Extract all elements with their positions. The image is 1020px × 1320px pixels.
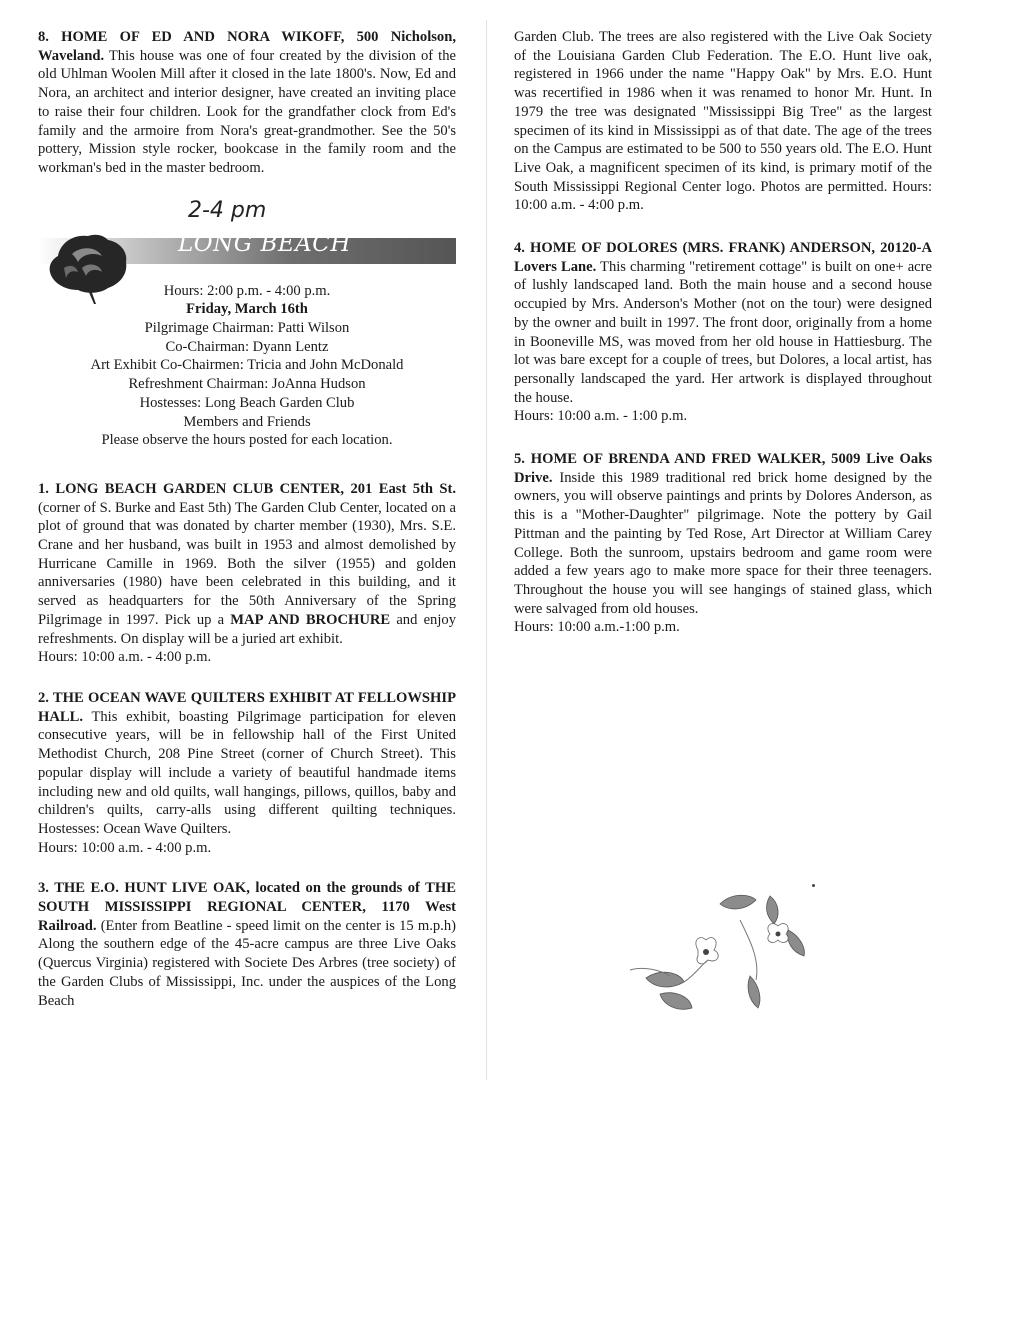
entry-5-body: Inside this 1989 traditional red brick home designed by the owners, you will observe paintings and prints by Dolores Anderson, as this is a "Mother-Daughter" pilgrimage. Note the pottery by Gail Pittman and the painting by Ted Rose, Art Director at William Carey College. Both the sunroom, upstairs bedroom and game room were added a few years ago to make more space for their three teenagers. Throughout the house you will see hangings of stained glass, which were salvaged from old houses. (514, 469, 932, 617)
entry-4 (514, 239, 932, 426)
right-column (514, 28, 932, 659)
entry-2 (38, 689, 456, 857)
entry-1-body: (corner of S. Burke and East 5th) The Garden Club Center, located on a plot of ground that was donated by charter member (1930), Mrs. S.E. Crane and her husband, was built in 1953 and almost demolished by Hurricane Camille in 1969. Both the silver (1955) and golden anniversaries (1980) have been celebrated in this building, and it served as headquarters for the 50th Anniversary of the Spring Pilgrimage in 1997. Pick up a (38, 499, 456, 628)
section-banner (38, 232, 456, 274)
entry-1-bold: MAP AND BROCHURE (230, 611, 391, 628)
entry-8-body: This house was one of four created by the division of the old Uhlman Woolen Mill after it closed in the late 1800's. Now, Ed and Nora, an architect and interior designer, have created an inviting place to raise their four children. Look for the grandfather clock from Ed's family and the armoire from Nora's great-grandmother. See the 50's pottery, Mission style rocker, bookcase in the family room and the workman's bed in the master bedroom. (38, 47, 456, 176)
dogwood-flowers-illustration (620, 890, 830, 1030)
entry-1-body-end: and enjoy refreshments. On display will be a juried art exhibit. (38, 611, 456, 647)
entry-5-hours: Hours: 10:00 a.m.-1:00 p.m. (514, 619, 680, 636)
entry-3-body: (Enter from Beatline - speed limit on the center is 15 m.p.h) Along the southern edge of the 45-acre campus are three Live Oaks (Quercus Virginia) registered with Societe Des Arbres (tree society) of the Garden Clubs of Mississippi, Inc. under the auspices of the Long Beach (38, 917, 456, 1009)
info-line: Art Exhibit Co-Chairmen: Tricia and John McDonald (90, 357, 404, 374)
entry-2-hours: Hours: 10:00 a.m. - 4:00 p.m. (38, 839, 212, 856)
entry-3-heading: 3. THE E.O. HUNT LIVE OAK, located on the grounds of THE SOUTH MISSISSIPPI REGIONAL CENTER, 1170 West Railroad. (38, 880, 456, 934)
entry-5 (514, 450, 932, 637)
entry-8-heading: 8. HOME OF ED AND NORA WIKOFF, 500 Nicholson, Waveland. (38, 29, 456, 64)
speck (812, 884, 815, 887)
entry-4-hours: Hours: 10:00 a.m. - 1:00 p.m. (514, 408, 688, 425)
info-line: Co-Chairman: Dyann Lentz (165, 338, 329, 355)
info-day: Friday, March 16th (186, 301, 308, 318)
rose-icon (42, 228, 134, 304)
info-line: Pilgrimage Chairman: Patti Wilson (144, 320, 350, 337)
info-hours: Hours: 2:00 p.m. - 4:00 p.m. (163, 282, 331, 299)
entry-2-heading: 2. THE OCEAN WAVE QUILTERS EXHIBIT AT FELLOWSHIP HALL. (38, 689, 456, 725)
entry-2-body: This exhibit, boasting Pilgrimage participation for eleven consecutive years, will be in fellowship hall of the First United Methodist Church, 208 Pine Street (corner of Church Street). This popular display will include a variety of beautiful handmade items including new and old quilts, wall hangings, pillows, quillos, baby and children's quilts, carry-alls using different quilting techniques. Hostesses: Ocean Wave Quilters. (38, 708, 456, 837)
entry-4-body: This charming "retirement cottage" is built on one+ acre of lushly landscaped land. Both the main house and a second house occupied by Mrs. Anderson's Mother (not on the tour) were designed by the owner and built in 1997. The front door, originally from a home in Booneville MS, was moved from her old house in Hattiesburg. The lot was bare except for a couple of trees, but Dolores, a local artist, has personally landscaped the yard. Her artwork is displayed throughout the house. (514, 258, 932, 406)
column-divider (486, 20, 487, 1080)
entry-4-heading: 4. HOME OF DOLORES (MRS. FRANK) ANDERSON, 20120-A Lovers Lane. (514, 240, 932, 275)
entry-1 (38, 480, 456, 667)
info-line: Refreshment Chairman: JoAnna Hudson (128, 376, 366, 393)
banner-title: LONG BEACH (178, 230, 351, 257)
entry-1-hours: Hours: 10:00 a.m. - 4:00 p.m. (38, 649, 212, 666)
info-line: Hostesses: Long Beach Garden Club (139, 394, 355, 411)
spacer (38, 450, 456, 480)
left-column (38, 28, 456, 1032)
info-line: Members and Friends (183, 413, 311, 430)
entry-1-heading: 1. LONG BEACH GARDEN CLUB CENTER, 201 East 5th St. (38, 480, 456, 497)
entry-8 (38, 28, 456, 178)
long-beach-info (38, 282, 456, 450)
entry-3-cont-body: Garden Club. The trees are also registered with the Live Oak Society of the Louisiana Garden Club Federation. The E.O. Hunt live oak, registered in 1966 under the name "Happy Oak" by Mrs. E.O. Hunt was recertified in 1986 when it was renamed to honor Mr. Hunt. In 1979 the tree was designated "Mississippi Big Tree" as the largest specimen of its kind in Mississippi as of that date. The age of the trees on the Campus are estimated to be 500 to 550 years old. The E.O. Hunt Live Oak, a magnificent specimen of its kind, is primary motif of the South Mississippi Regional Center logo. Photos are permitted. Hours: 10:00 a.m. - 4:00 p.m. (514, 29, 932, 214)
entry-3-continued (514, 28, 932, 215)
entry-3 (38, 879, 456, 1010)
info-line: Please observe the hours posted for each location. (101, 432, 393, 449)
entry-5-heading: 5. HOME OF BRENDA AND FRED WALKER, 5009 Live Oaks Drive. (514, 451, 932, 486)
handwritten-note: 2-4 pm (188, 197, 267, 223)
